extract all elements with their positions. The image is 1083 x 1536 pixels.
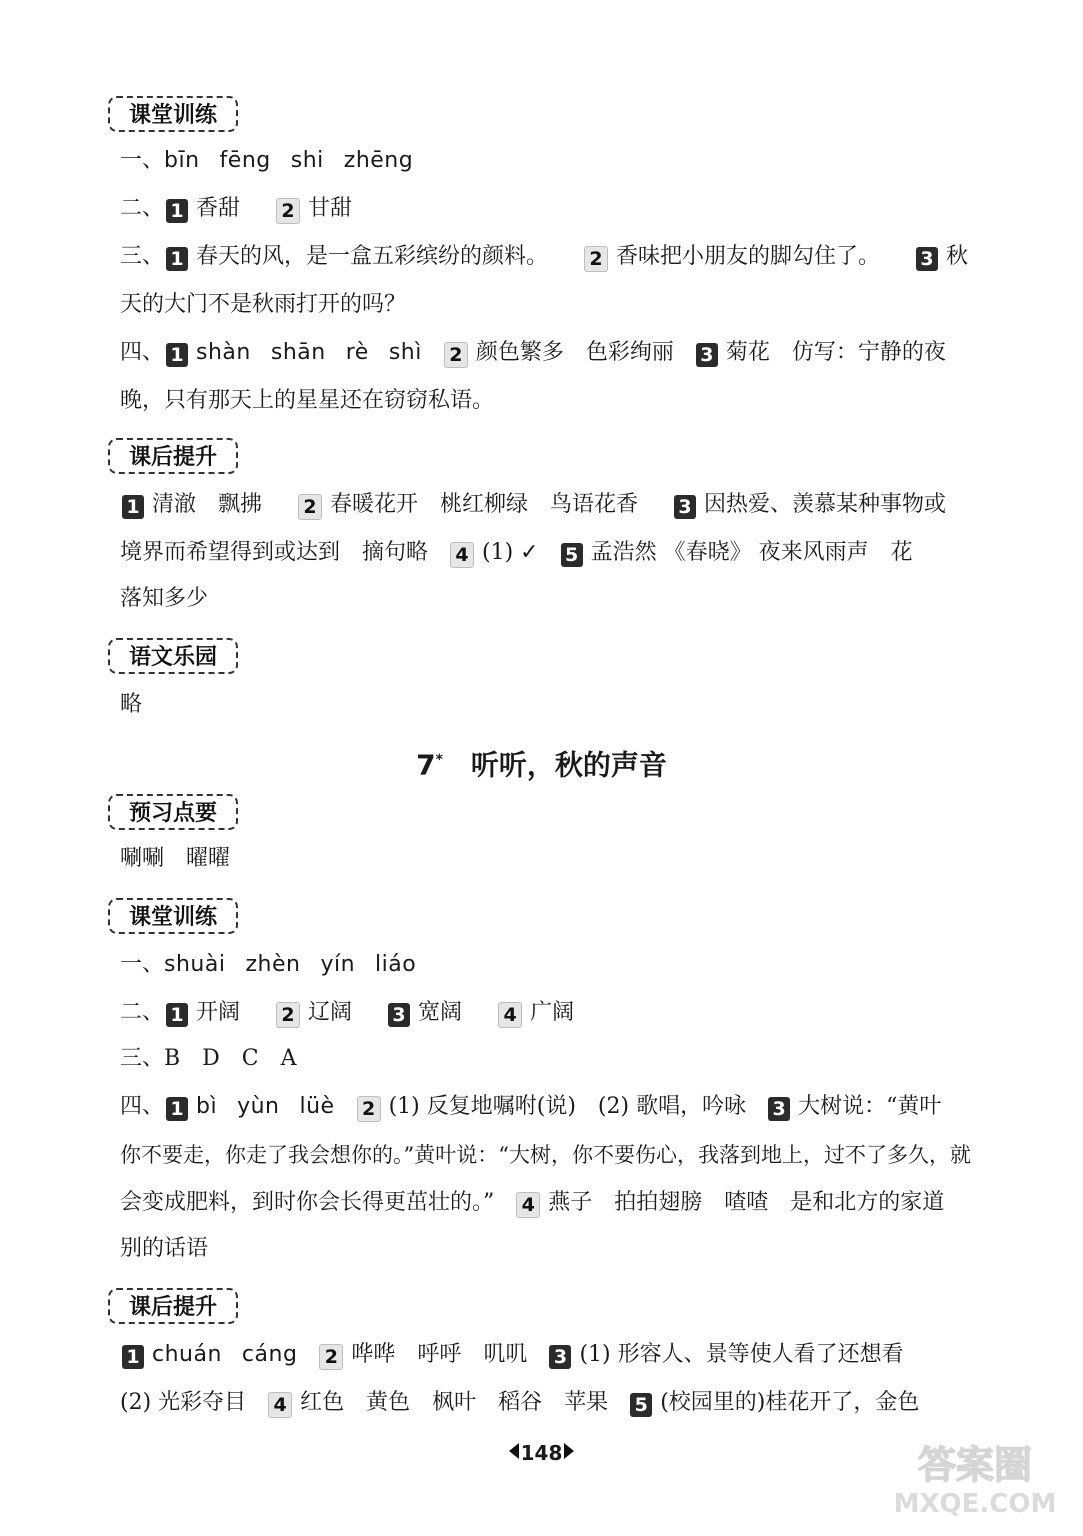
answer-text: 会变成肥料，到时你会长得更茁壮的。”: [120, 1190, 495, 1215]
answer-text: 秋: [946, 244, 969, 269]
answer-text: 落知多少: [120, 586, 209, 611]
answer-text: 颜色繁多 色彩绚丽: [475, 340, 674, 365]
pinyin: shi: [290, 148, 324, 173]
answer-text: 红色 黄色 枫叶 稻谷 苹果: [300, 1390, 609, 1415]
left-arrow-icon: [509, 1443, 519, 1459]
number-badge: 3: [768, 1097, 790, 1121]
answer-text: (1) 形容人、景等使人看了还想看: [579, 1342, 904, 1367]
answer-text: (1) 反复地嘱咐(说) (2) 歌唱，吟咏: [388, 1094, 747, 1119]
answer-line: [120, 242, 973, 272]
pinyin: shān: [270, 340, 326, 365]
answer-text: 广阔: [530, 1000, 575, 1025]
page-number-text: 148: [520, 1441, 563, 1465]
lesson-title: [0, 742, 1083, 783]
number-badge: 3: [916, 247, 938, 271]
item-prefix: 一、: [120, 148, 165, 173]
answer-text: 哗哗 呼呼 叽叽: [351, 1342, 528, 1367]
number-badge: 3: [388, 1003, 410, 1027]
number-badge: 1: [122, 495, 144, 519]
pinyin: shàn: [196, 340, 251, 365]
answer-text: 唰唰 曜曜: [120, 846, 231, 871]
pinyin: shuài: [164, 952, 226, 977]
answer-line: [120, 386, 973, 416]
pinyin: rè: [345, 340, 369, 365]
lesson-name: 听听，秋的声音: [470, 748, 667, 782]
number-badge: 2: [357, 1096, 381, 1122]
item-prefix: 三、: [120, 244, 165, 269]
answer-text: (2) 光彩夺目: [120, 1390, 247, 1415]
answer-text: 因热爱、羡慕某种事物或: [704, 492, 947, 517]
answer-line: [120, 950, 973, 980]
watermark-logo: [885, 1432, 1065, 1520]
pinyin: lüè: [299, 1094, 335, 1119]
number-badge: 5: [630, 1393, 652, 1417]
number-badge: 3: [549, 1345, 571, 1369]
answer-text: 你不要走，你走了我会想你的。”黄叶说：“大树，你不要伤心，我落到地上，过不了多久，就: [120, 1143, 971, 1167]
number-badge: 2: [319, 1344, 343, 1370]
answer-text: 大树说：“黄叶: [798, 1094, 942, 1119]
answer-text: 孟浩然 《春晓》 夜来风雨声 花: [590, 540, 913, 565]
number-badge: 1: [166, 199, 188, 223]
section-tag-chinese-garden: 语文乐园: [108, 638, 238, 674]
answer-line: [120, 998, 973, 1028]
answer-line: [120, 1044, 973, 1074]
pinyin: bīn: [164, 148, 200, 173]
lesson-star: *: [435, 752, 443, 768]
pinyin: chuán: [152, 1342, 222, 1367]
pinyin: liáo: [375, 952, 417, 977]
pinyin: yín: [320, 952, 356, 977]
pinyin: zhēng: [343, 148, 414, 173]
section-tag-after-class: 课后提升: [108, 1288, 238, 1324]
answer-text: 春暖花开 桃红柳绿 鸟语花香: [330, 492, 639, 517]
answer-line: [120, 1388, 973, 1418]
number-badge: 2: [444, 342, 468, 368]
watermark-site: MXQE.COM: [893, 1489, 1057, 1519]
answer-line: [120, 490, 973, 520]
number-badge: 2: [584, 246, 608, 272]
section-tag-after-class: 课后提升: [108, 438, 238, 474]
answer-line: [120, 338, 973, 368]
answer-line: [120, 146, 973, 176]
lesson-number: 7: [416, 748, 436, 782]
number-badge: 1: [166, 1097, 188, 1121]
answer-text: (校园里的)桂花开了，金色: [660, 1390, 920, 1415]
number-badge: 2: [276, 1002, 300, 1028]
answer-line: [120, 690, 973, 720]
answer-text: 辽阔: [308, 1000, 353, 1025]
answer-line: [120, 538, 973, 568]
answer-line: [120, 1340, 973, 1370]
number-badge: 5: [561, 543, 583, 567]
section-tag-class-practice: 课堂训练: [108, 898, 238, 934]
number-badge: 1: [122, 1345, 144, 1369]
item-prefix: 一、: [120, 952, 165, 977]
watermark-brand: 答案圈: [917, 1443, 1033, 1487]
answer-line: [120, 290, 973, 320]
number-badge: 4: [268, 1392, 292, 1418]
answer-text: 别的话语: [120, 1236, 209, 1261]
answer-line: [120, 844, 973, 874]
answer-text: (1) ✓: [482, 540, 539, 565]
answer-line: [120, 1140, 973, 1170]
number-badge: 4: [450, 542, 474, 568]
pinyin: zhèn: [245, 952, 301, 977]
answer-text: 甘甜: [308, 196, 353, 221]
number-badge: 1: [166, 247, 188, 271]
right-arrow-icon: [564, 1443, 574, 1459]
answer-text: 三、B D C A: [120, 1046, 297, 1071]
answer-text: 香甜: [196, 196, 241, 221]
answer-line: [120, 1092, 973, 1122]
number-badge: 1: [166, 1003, 188, 1027]
pinyin: shì: [388, 340, 422, 365]
answer-text: 清澈 飘拂: [152, 492, 263, 517]
answer-text: 开阔: [196, 1000, 241, 1025]
answer-text: 菊花 仿写：宁静的夜: [725, 340, 946, 365]
number-badge: 2: [298, 494, 322, 520]
number-badge: 3: [674, 495, 696, 519]
section-tag-preview: 预习点要: [108, 794, 238, 830]
number-badge: 4: [516, 1192, 540, 1218]
answer-text: 境界而希望得到或达到 摘句略: [120, 540, 429, 565]
item-prefix: 二、: [120, 196, 165, 221]
pinyin: yùn: [237, 1094, 280, 1119]
answer-line: [120, 1188, 973, 1218]
answer-line: [120, 194, 973, 224]
answer-text: 香味把小朋友的脚勾住了。: [616, 244, 881, 269]
answer-line: [120, 1234, 973, 1264]
answer-text: 晚，只有那天上的星星还在窃窃私语。: [120, 388, 495, 413]
item-prefix: 四、: [120, 1094, 165, 1119]
answer-text: 宽阔: [418, 1000, 463, 1025]
item-prefix: 二、: [120, 1000, 165, 1025]
number-badge: 2: [276, 198, 300, 224]
pinyin: cáng: [241, 1342, 298, 1367]
answer-line: [120, 584, 973, 614]
item-prefix: 四、: [120, 340, 165, 365]
number-badge: 3: [696, 343, 718, 367]
answer-text: 略: [120, 692, 143, 717]
pinyin: fēng: [219, 148, 271, 173]
section-tag-class-practice: 课堂训练: [108, 96, 238, 132]
answer-text: 天的大门不是秋雨打开的吗？: [120, 292, 407, 317]
number-badge: 4: [498, 1002, 522, 1028]
number-badge: 1: [166, 343, 188, 367]
pinyin: bì: [196, 1094, 218, 1119]
answer-text: 春天的风，是一盒五彩缤纷的颜料。: [196, 244, 549, 269]
answer-text: 燕子 拍拍翅膀 喳喳 是和北方的家道: [548, 1190, 945, 1215]
